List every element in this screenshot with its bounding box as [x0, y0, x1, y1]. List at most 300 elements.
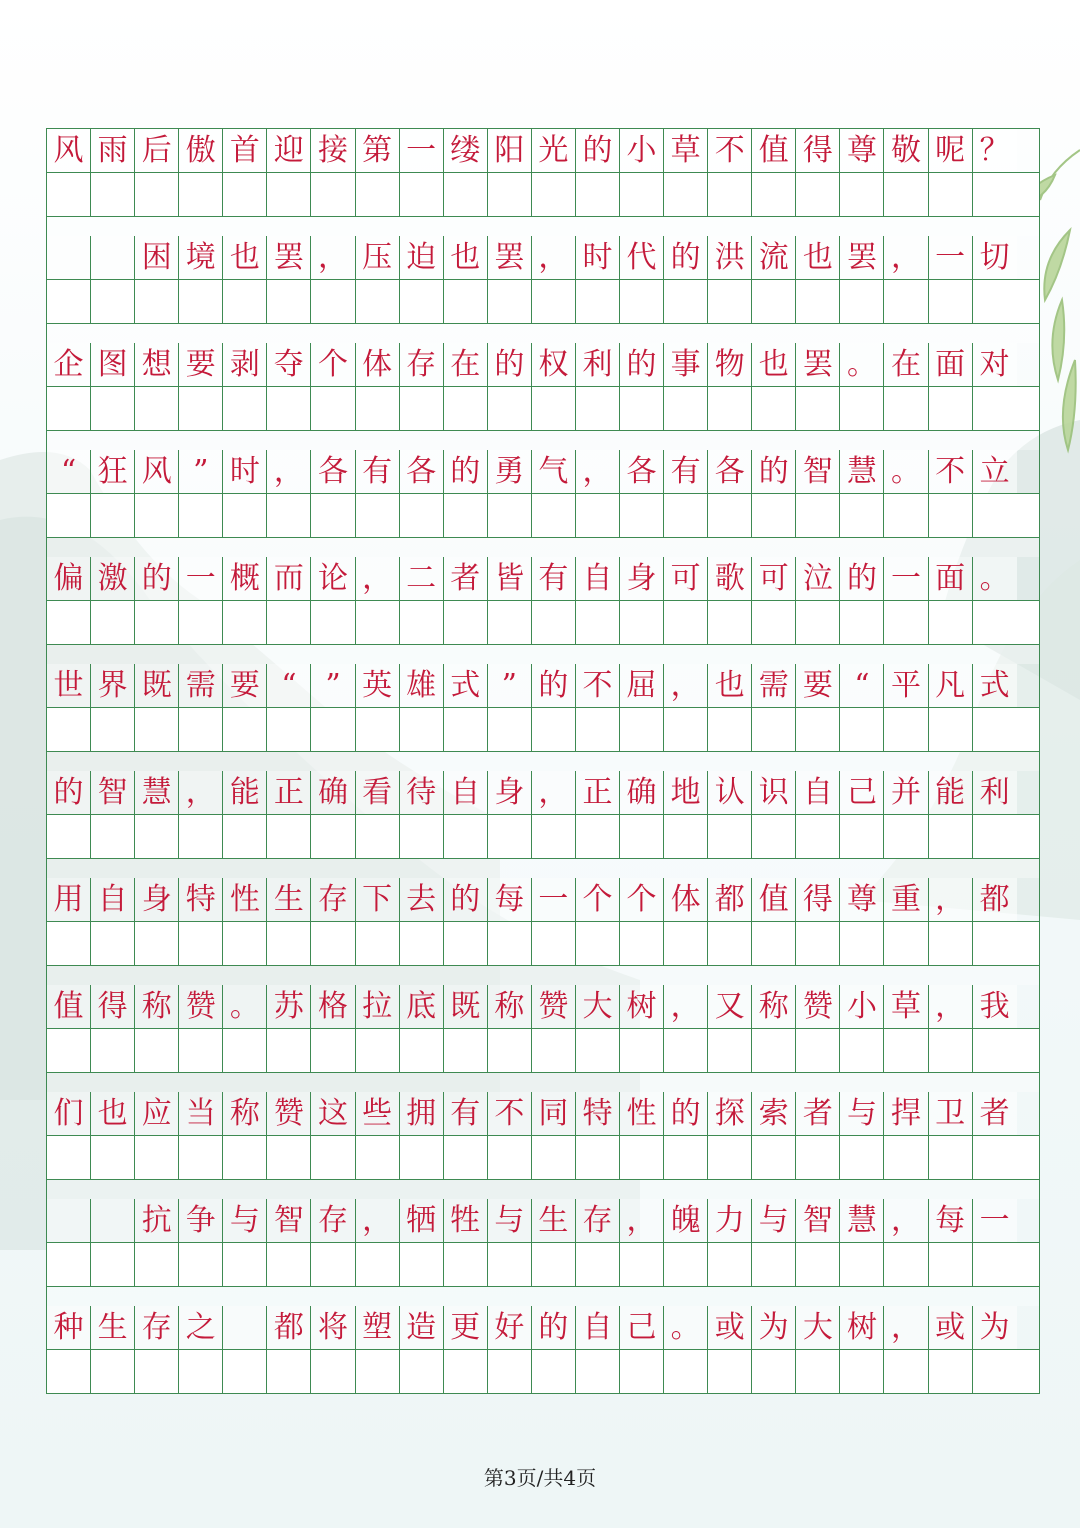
- grid-cell: [311, 708, 355, 751]
- grid-cell: [884, 280, 928, 323]
- grid-cell: 得: [91, 985, 135, 1028]
- grid-cell: [884, 387, 928, 430]
- grid-cell: [179, 1243, 223, 1286]
- grid-cell: [620, 1136, 664, 1179]
- text-row: [47, 664, 1039, 707]
- grid-cell: 智: [796, 450, 840, 493]
- row-gap: [47, 216, 1039, 236]
- grid-cell: [267, 1350, 311, 1393]
- grid-cell: [796, 387, 840, 430]
- grid-cell: [884, 1243, 928, 1286]
- row-gap: [47, 751, 1039, 771]
- grid-cell: [267, 494, 311, 537]
- grid-cell: 夺: [267, 343, 311, 386]
- grid-cell: 。: [840, 343, 884, 386]
- grid-cell: [840, 387, 884, 430]
- grid-cell: 个: [620, 878, 664, 921]
- grid-cell: [488, 1029, 532, 1072]
- grid-cell: 一: [929, 236, 973, 279]
- blank-row: [47, 814, 1039, 858]
- grid-cell: [576, 1029, 620, 1072]
- grid-cell: [752, 922, 796, 965]
- grid-cell: [796, 1136, 840, 1179]
- grid-cell: [752, 387, 796, 430]
- grid-cell: [223, 1029, 267, 1072]
- grid-cell: [311, 1136, 355, 1179]
- grid-cell: [179, 1350, 223, 1393]
- grid-cell: 时: [223, 450, 267, 493]
- grid-cell: 狂: [91, 450, 135, 493]
- grid-cell: [620, 815, 664, 858]
- grid-cell: [135, 1350, 179, 1393]
- grid-cell: ，: [267, 450, 311, 493]
- grid-cell: 争: [179, 1199, 223, 1242]
- grid-cell: [532, 922, 576, 965]
- grid-cell: 都: [267, 1306, 311, 1349]
- grid-cell: 有: [356, 450, 400, 493]
- grid-cell: 也: [708, 664, 752, 707]
- grid-cell: 。: [884, 450, 928, 493]
- grid-cell: 也: [223, 236, 267, 279]
- grid-cell: [796, 922, 840, 965]
- grid-cell: [620, 173, 664, 216]
- grid-cell: 的: [444, 878, 488, 921]
- grid-cell: [400, 1243, 444, 1286]
- grid-cell: 好: [488, 1306, 532, 1349]
- grid-cell: [576, 280, 620, 323]
- grid-cell: 者: [796, 1092, 840, 1135]
- grid-cell: [400, 173, 444, 216]
- grid-cell: 。: [973, 557, 1017, 600]
- text-row: [47, 985, 1039, 1028]
- grid-cell: 既: [444, 985, 488, 1028]
- grid-cell: [135, 1029, 179, 1072]
- grid-cell: [929, 1136, 973, 1179]
- grid-cell: 身: [135, 878, 179, 921]
- grid-cell: 不: [708, 129, 752, 172]
- grid-cell: [840, 494, 884, 537]
- grid-cell: [929, 173, 973, 216]
- grid-cell: 雄: [400, 664, 444, 707]
- grid-cell: 草: [884, 985, 928, 1028]
- grid-cell: [444, 1029, 488, 1072]
- grid-cell: [135, 922, 179, 965]
- grid-cell: [356, 1029, 400, 1072]
- grid-cell: ，: [311, 236, 355, 279]
- grid-cell: 屈: [620, 664, 664, 707]
- grid-cell: 一: [532, 878, 576, 921]
- grid-cell: [91, 387, 135, 430]
- grid-cell: [973, 1136, 1017, 1179]
- grid-cell: 能: [929, 771, 973, 814]
- grid-cell: [91, 1029, 135, 1072]
- grid-cell: [47, 815, 91, 858]
- grid-cell: 一: [179, 557, 223, 600]
- grid-cell: 应: [135, 1092, 179, 1135]
- grid-cell: 都: [973, 878, 1017, 921]
- text-row: [47, 236, 1039, 279]
- grid-cell: [884, 708, 928, 751]
- grid-cell: 慧: [840, 1199, 884, 1242]
- grid-cell: 想: [135, 343, 179, 386]
- grid-cell: [532, 1243, 576, 1286]
- grid-cell: [223, 1350, 267, 1393]
- grid-cell: 体: [664, 878, 708, 921]
- grid-cell: [47, 922, 91, 965]
- grid-cell: 树: [840, 1306, 884, 1349]
- grid-cell: 各: [311, 450, 355, 493]
- grid-cell: [664, 1136, 708, 1179]
- grid-cell: [311, 280, 355, 323]
- grid-cell: [444, 173, 488, 216]
- grid-cell: 魄: [664, 1199, 708, 1242]
- grid-cell: 尊: [840, 129, 884, 172]
- grid-cell: [444, 494, 488, 537]
- grid-cell: [179, 494, 223, 537]
- grid-cell: [91, 1350, 135, 1393]
- grid-cell: 称: [752, 985, 796, 1028]
- grid-cell: [488, 815, 532, 858]
- grid-cell: [884, 173, 928, 216]
- grid-cell: [973, 280, 1017, 323]
- grid-cell: 又: [708, 985, 752, 1028]
- grid-cell: 己: [620, 1306, 664, 1349]
- grid-cell: [929, 601, 973, 644]
- grid-cell: 也: [796, 236, 840, 279]
- grid-cell: 牺: [400, 1199, 444, 1242]
- grid-cell: 也: [752, 343, 796, 386]
- grid-cell: 赞: [796, 985, 840, 1028]
- grid-cell: [47, 1243, 91, 1286]
- blank-row: [47, 1242, 1039, 1286]
- grid-cell: [488, 922, 532, 965]
- grid-cell: [223, 387, 267, 430]
- grid-cell: [620, 601, 664, 644]
- grid-cell: [708, 922, 752, 965]
- grid-cell: ，: [532, 771, 576, 814]
- grid-cell: [91, 922, 135, 965]
- grid-cell: 也: [91, 1092, 135, 1135]
- grid-cell: 歌: [708, 557, 752, 600]
- grid-cell: 与: [840, 1092, 884, 1135]
- grid-cell: 当: [179, 1092, 223, 1135]
- grid-cell: [840, 1243, 884, 1286]
- grid-cell: 不: [929, 450, 973, 493]
- grid-cell: 去: [400, 878, 444, 921]
- grid-cell: [620, 708, 664, 751]
- grid-cell: [884, 922, 928, 965]
- grid-cell: [356, 601, 400, 644]
- grid-cell: [884, 1029, 928, 1072]
- grid-cell: [708, 494, 752, 537]
- grid-cell: ，: [664, 664, 708, 707]
- grid-cell: 的: [576, 129, 620, 172]
- grid-cell: [356, 387, 400, 430]
- grid-cell: 值: [752, 878, 796, 921]
- grid-cell: [708, 1136, 752, 1179]
- grid-cell: 流: [752, 236, 796, 279]
- grid-cell: [356, 494, 400, 537]
- grid-cell: [664, 601, 708, 644]
- grid-cell: 值: [47, 985, 91, 1028]
- grid-cell: 困: [135, 236, 179, 279]
- grid-cell: 性: [620, 1092, 664, 1135]
- grid-cell: [91, 1199, 135, 1242]
- grid-cell: [444, 922, 488, 965]
- grid-cell: [973, 815, 1017, 858]
- grid-cell: 小: [840, 985, 884, 1028]
- grid-cell: 格: [311, 985, 355, 1028]
- grid-cell: [47, 1029, 91, 1072]
- grid-cell: 与: [223, 1199, 267, 1242]
- grid-cell: 。: [664, 1306, 708, 1349]
- grid-cell: [973, 922, 1017, 965]
- grid-cell: 个: [576, 878, 620, 921]
- grid-cell: [488, 173, 532, 216]
- grid-cell: [708, 387, 752, 430]
- grid-cell: [267, 173, 311, 216]
- blank-row: [47, 279, 1039, 323]
- grid-cell: [400, 1350, 444, 1393]
- grid-cell: ，: [356, 557, 400, 600]
- grid-cell: 利: [973, 771, 1017, 814]
- grid-cell: 生: [91, 1306, 135, 1349]
- grid-cell: 或: [708, 1306, 752, 1349]
- text-row: [47, 1199, 1039, 1242]
- grid-cell: 面: [929, 343, 973, 386]
- grid-cell: 既: [135, 664, 179, 707]
- grid-cell: [444, 1136, 488, 1179]
- grid-cell: 自: [576, 557, 620, 600]
- grid-cell: [973, 494, 1017, 537]
- grid-cell: 式: [973, 664, 1017, 707]
- grid-cell: 的: [664, 236, 708, 279]
- grid-cell: [47, 236, 91, 279]
- grid-cell: 每: [929, 1199, 973, 1242]
- grid-cell: 得: [796, 878, 840, 921]
- grid-cell: [973, 387, 1017, 430]
- grid-cell: [135, 815, 179, 858]
- grid-cell: [929, 387, 973, 430]
- grid-cell: 种: [47, 1306, 91, 1349]
- grid-cell: ，: [576, 450, 620, 493]
- grid-cell: 确: [620, 771, 664, 814]
- grid-cell: 论: [311, 557, 355, 600]
- grid-cell: [884, 1136, 928, 1179]
- grid-cell: [576, 1136, 620, 1179]
- grid-cell: 下: [356, 878, 400, 921]
- grid-cell: [620, 1350, 664, 1393]
- grid-cell: 身: [488, 771, 532, 814]
- grid-cell: 身: [620, 557, 664, 600]
- grid-cell: 需: [752, 664, 796, 707]
- grid-cell: 智: [91, 771, 135, 814]
- grid-cell: 与: [752, 1199, 796, 1242]
- grid-cell: [223, 1136, 267, 1179]
- grid-cell: 存: [311, 878, 355, 921]
- grid-cell: [840, 280, 884, 323]
- grid-cell: 之: [179, 1306, 223, 1349]
- grid-cell: 慧: [840, 450, 884, 493]
- text-row: [47, 557, 1039, 600]
- grid-cell: 有: [664, 450, 708, 493]
- grid-cell: 后: [135, 129, 179, 172]
- grid-cell: [752, 1136, 796, 1179]
- grid-cell: [752, 601, 796, 644]
- grid-cell: [47, 494, 91, 537]
- grid-cell: [91, 280, 135, 323]
- grid-cell: [752, 815, 796, 858]
- grid-cell: [444, 387, 488, 430]
- grid-cell: [664, 815, 708, 858]
- text-row: [47, 878, 1039, 921]
- grid-cell: ，: [884, 236, 928, 279]
- grid-cell: [223, 708, 267, 751]
- grid-cell: 罢: [488, 236, 532, 279]
- grid-cell: [488, 494, 532, 537]
- grid-cell: 重: [884, 878, 928, 921]
- grid-cell: 为: [752, 1306, 796, 1349]
- grid-cell: 都: [708, 878, 752, 921]
- grid-cell: 皆: [488, 557, 532, 600]
- grid-cell: 二: [400, 557, 444, 600]
- grid-cell: [532, 1136, 576, 1179]
- grid-cell: [267, 815, 311, 858]
- grid-cell: 的: [752, 450, 796, 493]
- grid-cell: [91, 708, 135, 751]
- grid-cell: [400, 815, 444, 858]
- grid-cell: [179, 1029, 223, 1072]
- grid-cell: 能: [223, 771, 267, 814]
- grid-cell: 有: [532, 557, 576, 600]
- grid-cell: [620, 387, 664, 430]
- grid-cell: “: [267, 664, 311, 707]
- grid-cell: [47, 280, 91, 323]
- grid-cell: 切: [973, 236, 1017, 279]
- grid-cell: [223, 494, 267, 537]
- grid-cell: [840, 173, 884, 216]
- grid-cell: [752, 173, 796, 216]
- grid-cell: 迫: [400, 236, 444, 279]
- grid-cell: [884, 494, 928, 537]
- grid-cell: 为: [973, 1306, 1017, 1349]
- grid-cell: 的: [664, 1092, 708, 1135]
- grid-cell: [884, 815, 928, 858]
- grid-cell: [752, 1029, 796, 1072]
- grid-cell: 风: [47, 129, 91, 172]
- grid-cell: [311, 601, 355, 644]
- row-gap: [47, 1286, 1039, 1306]
- grid-cell: 各: [620, 450, 664, 493]
- grid-cell: [179, 1136, 223, 1179]
- grid-cell: [664, 708, 708, 751]
- grid-cell: 称: [223, 1092, 267, 1135]
- grid-cell: 探: [708, 1092, 752, 1135]
- grid-cell: 称: [488, 985, 532, 1028]
- grid-cell: [444, 815, 488, 858]
- grid-cell: [400, 708, 444, 751]
- grid-cell: [532, 280, 576, 323]
- grid-cell: [267, 601, 311, 644]
- grid-cell: 的: [47, 771, 91, 814]
- grid-cell: [620, 494, 664, 537]
- blank-row: [47, 600, 1039, 644]
- grid-cell: 压: [356, 236, 400, 279]
- grid-cell: 己: [840, 771, 884, 814]
- grid-cell: [708, 1029, 752, 1072]
- grid-cell: ，: [532, 236, 576, 279]
- grid-cell: [47, 601, 91, 644]
- grid-cell: [400, 601, 444, 644]
- grid-cell: 也: [444, 236, 488, 279]
- grid-cell: 个: [311, 343, 355, 386]
- grid-cell: [311, 815, 355, 858]
- grid-cell: [532, 601, 576, 644]
- grid-cell: 抗: [135, 1199, 179, 1242]
- grid-cell: [576, 815, 620, 858]
- grid-cell: 在: [884, 343, 928, 386]
- grid-cell: [179, 173, 223, 216]
- grid-cell: 代: [620, 236, 664, 279]
- grid-cell: ”: [179, 450, 223, 493]
- grid-cell: [796, 1350, 840, 1393]
- grid-cell: [267, 1136, 311, 1179]
- grid-cell: [488, 280, 532, 323]
- page-number: 第3页/共4页: [483, 1466, 597, 1490]
- grid-cell: [47, 1136, 91, 1179]
- grid-cell: [620, 280, 664, 323]
- grid-cell: 底: [400, 985, 444, 1028]
- grid-cell: [179, 708, 223, 751]
- grid-cell: [47, 1199, 91, 1242]
- grid-cell: 面: [929, 557, 973, 600]
- grid-cell: 光: [532, 129, 576, 172]
- grid-cell: 体: [356, 343, 400, 386]
- grid-cell: 雨: [91, 129, 135, 172]
- grid-cell: 有: [444, 1092, 488, 1135]
- grid-cell: [488, 1136, 532, 1179]
- grid-cell: [840, 815, 884, 858]
- grid-cell: [179, 280, 223, 323]
- grid-cell: 索: [752, 1092, 796, 1135]
- grid-cell: [311, 1243, 355, 1286]
- grid-cell: 拥: [400, 1092, 444, 1135]
- grid-cell: 得: [796, 129, 840, 172]
- grid-cell: 的: [135, 557, 179, 600]
- grid-cell: [311, 494, 355, 537]
- grid-cell: 认: [708, 771, 752, 814]
- grid-cell: [664, 387, 708, 430]
- grid-cell: [91, 601, 135, 644]
- grid-cell: [135, 601, 179, 644]
- grid-cell: [620, 1243, 664, 1286]
- grid-cell: [796, 601, 840, 644]
- grid-cell: [223, 1243, 267, 1286]
- grid-cell: ，: [664, 985, 708, 1028]
- grid-cell: 些: [356, 1092, 400, 1135]
- grid-cell: [179, 815, 223, 858]
- grid-cell: [356, 922, 400, 965]
- grid-cell: 对: [973, 343, 1017, 386]
- text-row: [47, 129, 1039, 172]
- grid-cell: 呢: [929, 129, 973, 172]
- grid-cell: 慧: [135, 771, 179, 814]
- grid-cell: [223, 922, 267, 965]
- grid-cell: [973, 708, 1017, 751]
- grid-cell: 者: [973, 1092, 1017, 1135]
- grid-cell: [356, 708, 400, 751]
- grid-cell: ，: [179, 771, 223, 814]
